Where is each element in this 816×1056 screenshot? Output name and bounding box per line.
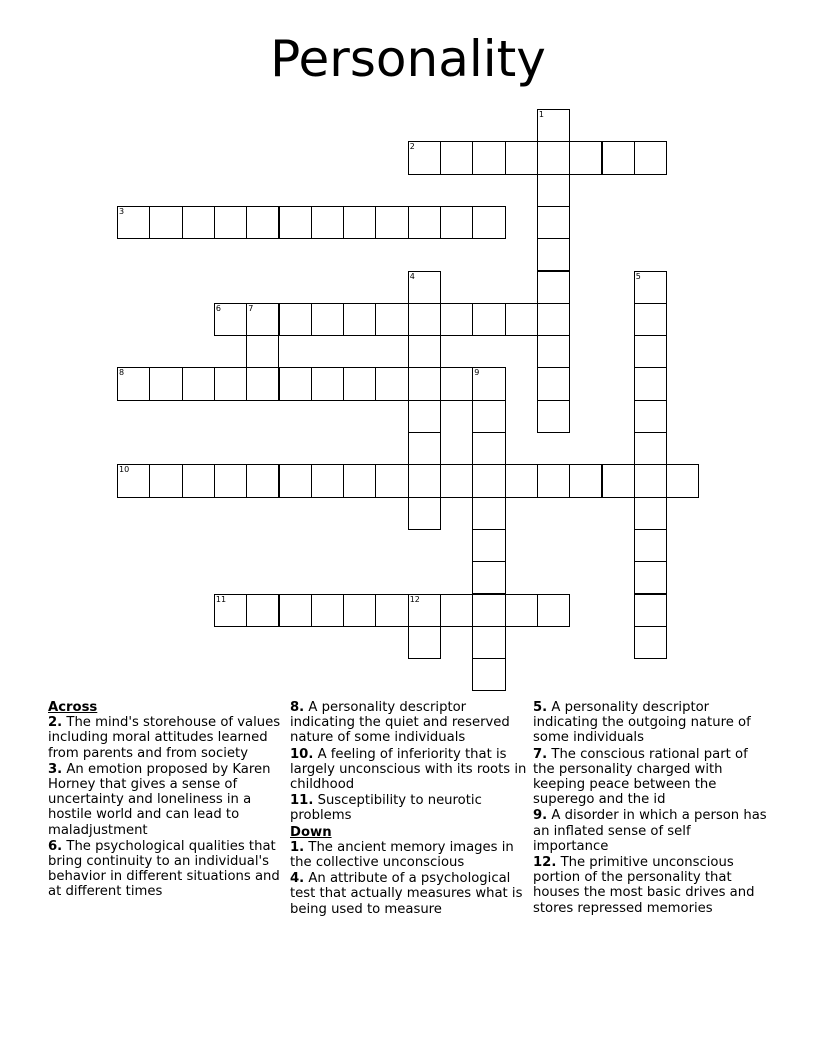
grid-cell[interactable]: [311, 367, 344, 400]
grid-cell[interactable]: [537, 400, 570, 433]
clue-number: 6.: [48, 838, 63, 854]
clue-text: Susceptibility to neurotic problems: [290, 793, 482, 824]
grid-cell[interactable]: [214, 367, 247, 400]
grid-cell[interactable]: [440, 594, 473, 627]
grid-cell[interactable]: [602, 141, 635, 174]
grid-cell[interactable]: [472, 529, 505, 562]
grid-cell[interactable]: [505, 594, 538, 627]
across-clue-11: [290, 793, 527, 823]
grid-cell[interactable]: [343, 464, 376, 497]
clue-number-label: 6: [215, 303, 221, 313]
grid-cell[interactable]: [634, 141, 667, 174]
grid-cell[interactable]: [666, 464, 699, 497]
clue-number: 4.: [290, 871, 305, 887]
grid-cell[interactable]: [246, 464, 279, 497]
down-clue-1: [290, 840, 527, 870]
grid-cell[interactable]: [634, 432, 667, 465]
clue-number: 12.: [533, 855, 557, 871]
grid-cell[interactable]: [408, 141, 441, 174]
grid-cell[interactable]: [472, 206, 505, 239]
grid-cell[interactable]: [472, 594, 505, 627]
grid-cell[interactable]: [569, 464, 602, 497]
clue-text: A personality descriptor indicating the quiet and reserved nature of some individuals: [290, 700, 510, 746]
grid-cell[interactable]: [440, 141, 473, 174]
grid-cell[interactable]: [408, 367, 441, 400]
grid-cell[interactable]: [246, 303, 279, 336]
grid-cell[interactable]: [117, 464, 150, 497]
clue-number: 3.: [48, 761, 63, 777]
down-clue-7: [533, 747, 768, 808]
grid-cell[interactable]: [537, 238, 570, 271]
down-clue-4: [290, 871, 527, 917]
grid-cell[interactable]: [408, 271, 441, 304]
grid-cell[interactable]: [279, 367, 312, 400]
grid-cell[interactable]: [634, 529, 667, 562]
grid-cell[interactable]: [375, 594, 408, 627]
grid-cell[interactable]: [537, 271, 570, 304]
grid-cell[interactable]: [311, 206, 344, 239]
grid-cell[interactable]: [246, 206, 279, 239]
grid-cell[interactable]: [472, 432, 505, 465]
across-clue-2: [48, 715, 283, 761]
grid-cell[interactable]: [472, 464, 505, 497]
grid-cell[interactable]: [149, 464, 182, 497]
grid-cell[interactable]: [472, 658, 505, 691]
clue-text: A personality descriptor indicating the outgoing nature of some individuals: [533, 700, 751, 746]
grid-cell[interactable]: [408, 400, 441, 433]
grid-cell[interactable]: [537, 206, 570, 239]
grid-cell[interactable]: [440, 206, 473, 239]
clue-column-3: [533, 700, 768, 917]
clue-number: 7.: [533, 746, 548, 762]
clue-number-label: 4: [409, 271, 415, 281]
grid-cell[interactable]: [634, 335, 667, 368]
grid-cell[interactable]: [408, 594, 441, 627]
clue-number-label: 11: [215, 594, 227, 604]
grid-cell[interactable]: [149, 367, 182, 400]
grid-cell[interactable]: [311, 594, 344, 627]
clue-number: 2.: [48, 715, 63, 731]
grid-cell[interactable]: [634, 400, 667, 433]
grid-cell[interactable]: [246, 335, 279, 368]
grid-cell[interactable]: [408, 432, 441, 465]
clue-number-label: 5: [635, 271, 641, 281]
grid-cell[interactable]: [311, 303, 344, 336]
page-title: Personality: [270, 30, 546, 88]
grid-cell[interactable]: [279, 303, 312, 336]
across-heading: Across: [48, 700, 98, 715]
grid-cell[interactable]: [472, 303, 505, 336]
grid-cell[interactable]: [408, 497, 441, 530]
grid-cell[interactable]: [182, 464, 215, 497]
across-clue-6: [48, 839, 283, 900]
grid-cell[interactable]: [311, 464, 344, 497]
grid-cell[interactable]: [343, 206, 376, 239]
grid-cell[interactable]: [408, 303, 441, 336]
clue-number: 8.: [290, 700, 305, 715]
clue-text: A disorder in which a person has an inflated sense of self importance: [533, 808, 767, 854]
clue-column-2: [290, 700, 527, 918]
grid-cell[interactable]: [408, 335, 441, 368]
grid-cell[interactable]: [440, 303, 473, 336]
clue-number-label: 3: [119, 206, 125, 216]
grid-cell[interactable]: [214, 303, 247, 336]
grid-cell[interactable]: [375, 303, 408, 336]
grid-cell[interactable]: [214, 206, 247, 239]
grid-cell[interactable]: [182, 206, 215, 239]
clue-number: 10.: [290, 746, 314, 762]
grid-cell[interactable]: [537, 367, 570, 400]
grid-cell[interactable]: [117, 206, 150, 239]
grid-cell[interactable]: [537, 141, 570, 174]
clue-column-1: [48, 700, 283, 901]
grid-cell[interactable]: [537, 174, 570, 207]
grid-cell[interactable]: [375, 367, 408, 400]
clue-number: 9.: [533, 808, 548, 824]
grid-cell[interactable]: [634, 464, 667, 497]
clue-text: An attribute of a psychological test that actually measures what is being used to measure: [290, 871, 523, 917]
grid-cell[interactable]: [279, 464, 312, 497]
grid-cell[interactable]: [440, 464, 473, 497]
grid-cell[interactable]: [634, 497, 667, 530]
clue-number: 5.: [533, 700, 548, 715]
clue-number-label: 1: [538, 110, 544, 119]
grid-cell[interactable]: [408, 206, 441, 239]
grid-cell[interactable]: [214, 464, 247, 497]
grid-cell[interactable]: [505, 464, 538, 497]
grid-cell[interactable]: [149, 206, 182, 239]
grid-cell[interactable]: [537, 335, 570, 368]
grid-cell[interactable]: [634, 561, 667, 594]
grid-cell[interactable]: [634, 626, 667, 659]
clue-number: 11.: [290, 793, 314, 809]
down-heading: Down: [290, 824, 332, 840]
grid-cell[interactable]: [408, 626, 441, 659]
grid-cell[interactable]: [343, 594, 376, 627]
clue-number-label: 12: [409, 594, 420, 604]
grid-cell[interactable]: [279, 206, 312, 239]
clue-number: 1.: [290, 839, 305, 855]
grid-cell[interactable]: [343, 303, 376, 336]
grid-cell[interactable]: [246, 594, 279, 627]
grid-cell[interactable]: [634, 303, 667, 336]
grid-cell[interactable]: [440, 367, 473, 400]
clue-number-label: 2: [409, 142, 415, 152]
grid-cell[interactable]: [634, 594, 667, 627]
grid-cell[interactable]: [279, 594, 312, 627]
grid-cell[interactable]: [472, 141, 505, 174]
grid-cell[interactable]: [537, 109, 570, 142]
grid-cell[interactable]: [375, 206, 408, 239]
grid-cell[interactable]: [537, 464, 570, 497]
clue-text: The ancient memory images in the collective unconscious: [290, 839, 514, 871]
down-clue-9: [533, 808, 768, 854]
grid-cell[interactable]: [634, 367, 667, 400]
grid-cell[interactable]: [408, 464, 441, 497]
across-clue-8: [290, 700, 527, 746]
grid-cell[interactable]: [602, 464, 635, 497]
grid-cell[interactable]: [214, 594, 247, 627]
clue-text: The mind's storehouse of values including moral attitudes learned from parents and from society: [48, 715, 281, 761]
grid-cell[interactable]: [537, 303, 570, 336]
grid-cell[interactable]: [505, 303, 538, 336]
clue-text: The primitive unconscious portion of the personality that houses the most basic drives and stores repressed memories: [533, 855, 755, 916]
down-clue-5: [533, 700, 768, 746]
grid-cell[interactable]: [472, 367, 505, 400]
grid-cell[interactable]: [246, 367, 279, 400]
clue-number-label: 10: [119, 465, 130, 475]
clue-text: A feeling of inferiority that is largely unconscious with its roots in childhood: [290, 746, 527, 793]
grid-cell[interactable]: [472, 561, 505, 594]
grid-cell[interactable]: [537, 594, 570, 627]
clue-text: An emotion proposed by Karen Horney that gives a sense of uncertainty and loneliness in a hostile world and can lead to maladjustment: [48, 761, 271, 838]
grid-cell[interactable]: [569, 141, 602, 174]
grid-cell[interactable]: [182, 367, 215, 400]
grid-cell[interactable]: [505, 141, 538, 174]
grid-cell[interactable]: [472, 497, 505, 530]
clue-number-label: 8: [119, 368, 125, 378]
across-clue-3: [48, 762, 283, 838]
clue-number-label: 7: [248, 303, 254, 313]
grid-cell[interactable]: [634, 271, 667, 304]
clue-number-label: 9: [474, 368, 480, 378]
clue-text: The conscious rational part of the personality charged with keeping peace between the superego and the id: [533, 746, 748, 808]
down-clue-12: [533, 855, 768, 916]
across-clue-10: [290, 747, 527, 793]
grid-cell[interactable]: [343, 367, 376, 400]
grid-cell[interactable]: [375, 464, 408, 497]
grid-cell[interactable]: [117, 367, 150, 400]
grid-cell[interactable]: [472, 400, 505, 433]
clue-text: The psychological qualities that bring continuity to an individual's behavior in different situations and at different times: [48, 838, 280, 900]
grid-cell[interactable]: [472, 626, 505, 659]
